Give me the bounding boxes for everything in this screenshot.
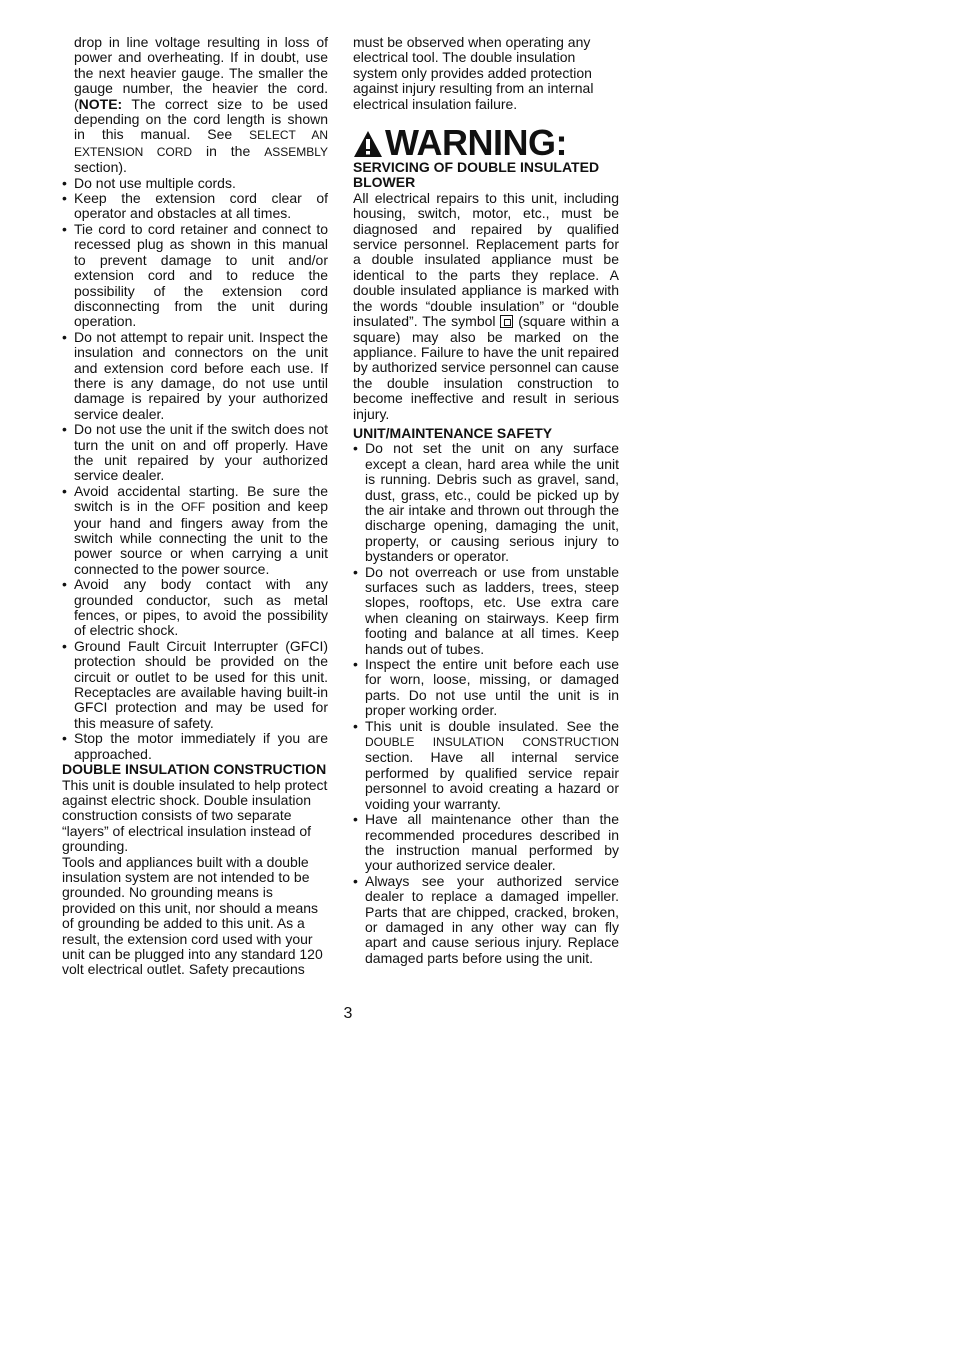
maintenance-bullets xyxy=(353,441,619,966)
extension-cord-bullets xyxy=(62,176,328,762)
in-the-text: in the xyxy=(192,142,265,159)
bullet-item: • Do not overreach or use from unstable surfaces such as ladders, trees, steep slopes, rooftops, etc. Use extra care when cleaning on stairways. Keep firm footing and balance at all times. Keep hands out of tubes. xyxy=(353,565,619,657)
off-label: OFF xyxy=(181,500,206,515)
servicing-heading: SERVICING OF DOUBLE INSULATED BLOWER xyxy=(353,159,600,191)
bullet-text: section. Have all internal service performed by qualified service repair personnel to avoid creating a hazard or voiding your warranty. xyxy=(365,749,619,812)
bullet-item: • Tie cord to cord retainer and connect to recessed plug as shown in this manual to prevent damage to unit and/or extension cord and to reduce the possibility of the extension cord disconnecting from the unit during operation. xyxy=(62,222,328,330)
bullet-item: • Do not use multiple cords. xyxy=(62,176,328,191)
note-label: NOTE: xyxy=(78,95,123,112)
double-insulation-para-1: This unit is double insulated to help protect against electric shock. Double insulation construction consists of two separate “layers” of electrical insulation instead of grounding. xyxy=(62,776,328,855)
warning-triangle-icon xyxy=(353,130,383,158)
bullet-item: • Stop the motor immediately if you are approached. xyxy=(62,731,328,762)
double-insulation-heading: DOUBLE INSULATION CONSTRUCTION xyxy=(62,761,327,778)
bullet-item: • Ground Fault Circuit Interrupter (GFCI) protection should be provided on the circuit or outlet to be used for this unit. Receptacles are available having built-in GFCI protection and may be used for this measure of safety. xyxy=(62,639,328,731)
bullet-item: • Do not set the unit on any surface except a clean, hard area while the unit is running. Debris such as gravel, sand, dust, grass, etc., could be picked up by the air intake and thrown out through the discharge opening, damaging the unit, property, or causing serious injury to bystanders or operator. xyxy=(353,441,619,564)
bullet-item: • Do not use the unit if the switch does not turn the unit on and off properly. Have the unit repaired by your authorized service dealer. xyxy=(62,422,328,484)
right-column xyxy=(353,35,619,966)
servicing-text: (square within a square) may also be marked on the appliance. Failure to have the unit repaired by authorized service personnel can cause the double insulation construction to become ineffective and result in serious injury. xyxy=(353,313,620,422)
bullet-text: position and keep your hand and fingers away from the switch while connecting the unit to the power source or when carrying a unit connected to the power source. xyxy=(74,498,328,577)
unit-maintenance-heading: UNIT/MAINTENANCE SAFETY xyxy=(353,424,553,441)
bullet-item: • Always see your authorized service dealer to replace a damaged impeller. Parts that are chipped, cracked, broken, or damaged in any other way can fly apart and cause serious injury. Replace damaged parts before using the unit. xyxy=(353,874,619,966)
warning-title xyxy=(353,122,619,164)
ref-select-extension-cord: SELECT AN EXTENSION CORD xyxy=(74,128,328,159)
servicing-text: All electrical repairs to this unit, including housing, switch, motor, etc., must be diagnosed and repaired by qualified service personnel. Replacement parts for a double insulated appliance must be identical to the parts they replace. A double insulated appliance is marked with the words “double insulation” or “double insulated”. The symbol xyxy=(353,189,619,330)
ref-double-insulation-construction: DOUBLE INSULATION CONSTRUCTION xyxy=(365,735,619,750)
page-number: 3 xyxy=(343,1005,353,1022)
bullet-item-accidental-starting xyxy=(62,484,328,577)
bullet-text: This unit is double insulated. See the xyxy=(365,717,619,734)
bullet-item: • Have all maintenance other than the recommended procedures described in the instruction manual performed by your authorized service dealer. xyxy=(353,812,619,874)
bullet-item: • Inspect the entire unit before each use for worn, loose, missing, or damaged parts. Do not use until the unit is in proper working order. xyxy=(353,657,619,719)
bullet-item: • Keep the extension cord clear of operator and obstacles at all times. xyxy=(62,191,328,222)
bullet-item: • Avoid any body contact with any grounded conductor, such as metal fences, or pipes, to avoid the possibility of electric shock. xyxy=(62,577,328,639)
note-text: The correct size to be used depending on the cord length is shown in this manual. See xyxy=(74,95,328,143)
intro-text: drop in line voltage resulting in loss of power and overheating. If in doubt, use the next heavier gauge. The smaller the gauge number, the heavier the cord. ( xyxy=(74,34,328,112)
bullet-item-double-insulated xyxy=(353,719,619,812)
intro-tail: section). xyxy=(74,159,127,176)
left-column xyxy=(62,35,328,978)
intro-continuation xyxy=(74,35,328,176)
bullet-text: Avoid accidental starting. Be sure the switch is in the xyxy=(74,482,328,515)
bullet-item: • Do not attempt to repair unit. Inspect the insulation and connectors on the unit and extension cord before each use. If there is any damage, do not use until damage is repaired by your authorized service dealer. xyxy=(62,330,328,422)
square-within-square-icon xyxy=(500,315,513,328)
warning-word: WARNING: xyxy=(385,122,567,164)
double-insulation-para-2: Tools and appliances built with a double insulation system are not intended to be grounded. No grounding means is provided on this unit, nor should a means of grounding be added to this unit. As a result, the extension cord used with your unit can be plugged into any standard 120 volt electrical outlet. Safety precautions xyxy=(62,853,323,978)
right-continuation: must be observed when operating any electrical tool. The double insulation system only provides added protection against injury resulting from an internal electrical insulation failure. xyxy=(353,34,594,112)
ref-assembly: ASSEMBLY xyxy=(264,144,328,159)
servicing-para xyxy=(353,191,619,422)
